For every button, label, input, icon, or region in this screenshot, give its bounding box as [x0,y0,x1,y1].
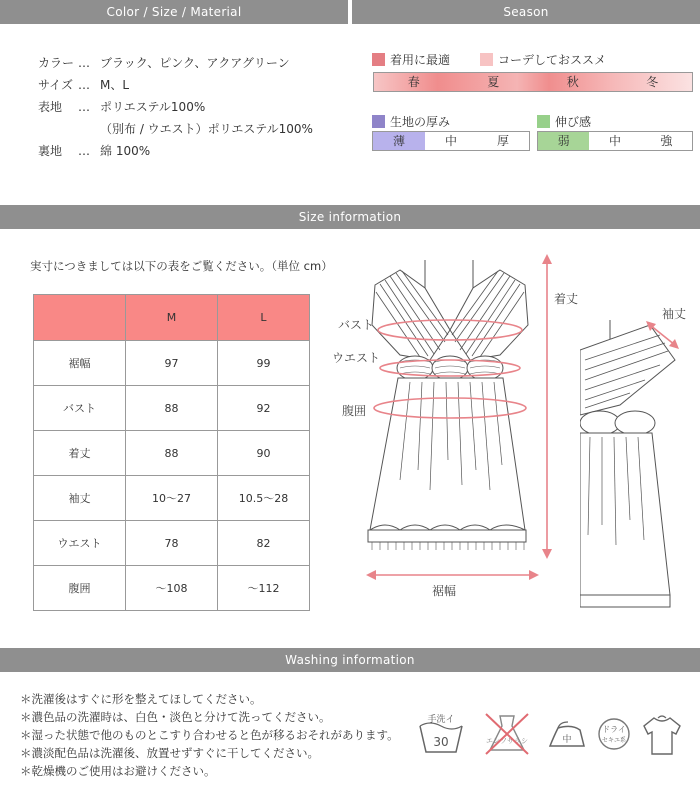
diagram-label-length: 着丈 [554,292,579,306]
table-cell: 92 [218,386,310,431]
season-winter: 冬 [646,75,659,89]
season-strip [373,72,693,92]
spec-dots: … [78,144,90,158]
spec-value: 綿 100% [100,144,151,158]
stretch-weak: 弱 [538,132,589,150]
spec-key: カラー [38,56,75,70]
table-cell: 着丈 [34,431,126,476]
size-table [33,294,310,611]
spec-row-outer-sub [38,118,313,140]
table-header-cell: M [126,295,218,341]
stretch-medium: 中 [608,134,621,148]
thickness-thin: 薄 [373,132,425,150]
table-row [34,521,310,566]
washing-note: ＊濃色品の洗濯時は、白色・淡色と分けて洗ってください。 [20,710,331,724]
no-bleach-icon [482,710,532,758]
table-cell: 88 [126,386,218,431]
dress-side-diagram [580,305,700,620]
table-cell: 99 [218,341,310,386]
washing-note: ＊乾燥機のご使用はお避けください。 [20,764,216,778]
washing-note: ＊湿った状態で他のものとこすり合わせると色が移るおそれがあります。 [20,728,399,742]
spec-row-outer [38,96,313,118]
hand-wash-label: 手洗イ [427,715,455,725]
diagram-label-bust: バスト [338,318,375,332]
legend-coord-label: コーデしておススメ [498,53,607,67]
table-cell: 10～27 [126,476,218,521]
iron-label: 中 [562,735,572,745]
spec-dots: … [78,56,90,70]
table-cell: ～112 [218,566,310,611]
table-cell: 82 [218,521,310,566]
season-summer: 夏 [487,75,500,89]
diagram-label-hip: 腹囲 [342,404,367,418]
bleach-label: エンソサラシ [486,737,528,745]
thickness-label: 生地の厚み [390,115,451,129]
table-cell: 袖丈 [34,476,126,521]
table-row [34,476,310,521]
material-spec-list [38,52,313,162]
spec-key: 裏地 [38,144,63,158]
legend-coord [480,51,606,68]
spec-row-color [38,52,313,74]
legend-coord-swatch [480,53,493,66]
table-cell: 78 [126,521,218,566]
diagram-label-waist: ウエスト [332,351,381,365]
spec-row-size [38,74,313,96]
table-row [34,386,310,431]
table-cell: 腹囲 [34,566,126,611]
spec-value: M、L [100,78,130,92]
table-row [34,431,310,476]
stretch-scale [537,131,693,151]
hand-wash-icon [416,712,466,758]
size-note: 実寸につきましては以下の表をご覧ください。（単位 cm） [30,259,333,273]
stretch-legend [537,113,591,130]
dry-label: ドライ [602,725,626,734]
table-header-cell: L [218,295,310,341]
spec-key: 表地 [38,100,63,114]
legend-best-swatch [372,53,385,66]
stretch-label: 伸び感 [555,115,592,129]
spec-dots: … [78,78,90,92]
table-cell: ウエスト [34,521,126,566]
size-header: Size information [0,205,700,229]
thickness-thick: 厚 [496,134,509,148]
hand-wash-temp: 30 [433,735,449,749]
season-spring: 春 [407,75,420,89]
table-cell: 裾幅 [34,341,126,386]
washing-note: ＊濃淡配色品は洗濯後、放置せずすぐに干してください。 [20,746,319,760]
washing-header: Washing information [0,648,700,672]
table-cell: 90 [218,431,310,476]
dry-clean-icon [596,716,632,752]
dress-front-diagram [330,250,580,595]
table-cell: ～108 [126,566,218,611]
table-cell: 97 [126,341,218,386]
season-autumn: 秋 [566,75,579,89]
diagram-label-hem: 裾幅 [432,584,457,598]
spec-key: サイズ [38,78,74,92]
spec-value: （別布 / ウエスト）ポリエステル100% [100,122,313,136]
table-row [34,566,310,611]
season-header: Season [352,0,700,24]
legend-best-label: 着用に最適 [390,53,451,67]
iron-icon [546,718,588,752]
spec-value: ポリエステル100% [100,100,206,114]
thickness-scale [372,131,530,151]
legend-best [372,51,450,68]
dry-sub-label: セキユ系 [601,737,627,744]
material-header: Color / Size / Material [0,0,348,24]
spec-row-lining [38,140,313,162]
table-cell: 88 [126,431,218,476]
table-header-row [34,295,310,341]
spec-dots: … [78,100,90,114]
hang-dry-shirt-icon [640,712,684,758]
table-row [34,341,310,386]
thickness-legend [372,113,450,130]
stretch-strong: 強 [660,134,673,148]
diagram-label-sleeve: 袖丈 [662,307,687,321]
spec-value: ブラック、ピンク、アクアグリーン [100,56,290,70]
table-header-cell [34,295,126,341]
washing-note: ＊洗濯後はすぐに形を整えてほしてください。 [20,692,262,706]
washing-notes [20,690,399,780]
thickness-swatch [372,115,385,128]
table-cell: 10.5～28 [218,476,310,521]
table-cell: バスト [34,386,126,431]
stretch-swatch [537,115,550,128]
thickness-medium: 中 [444,134,457,148]
